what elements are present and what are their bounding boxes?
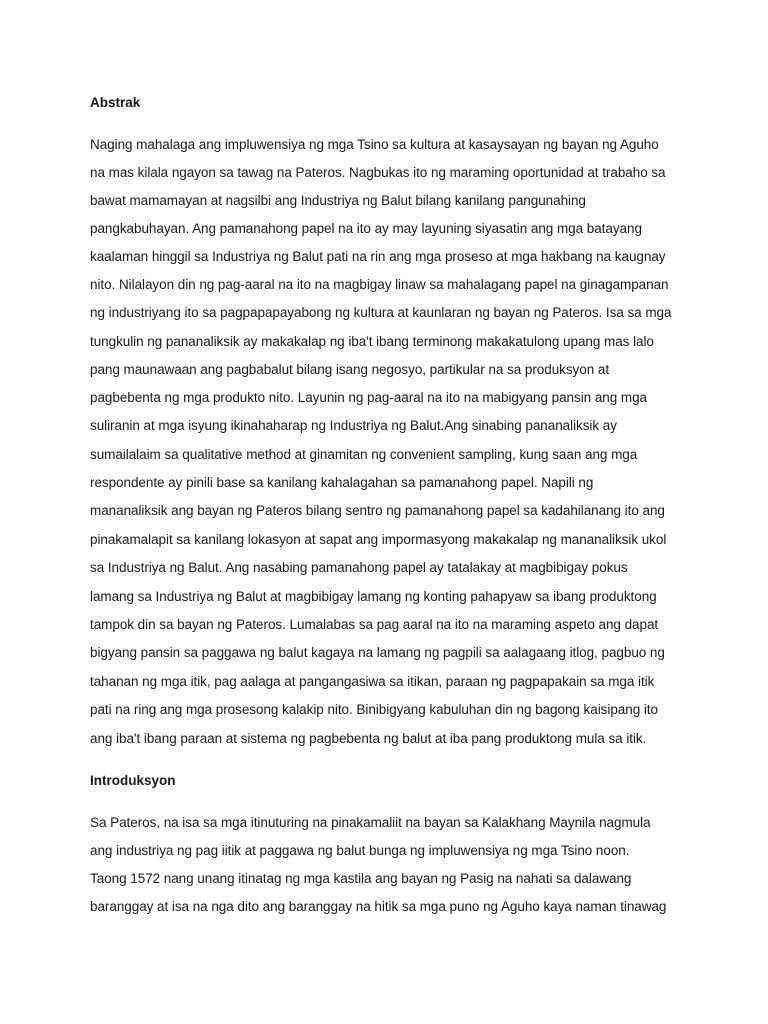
abstract-line: nito. Nilalayon din ng pag-aaral na ito na magbigay linaw sa mahalagang papel na ginagampanan [90, 277, 669, 292]
abstract-line: pati na ring ang mga prosesong kalakip nito. Binibigyang kabuluhan din ng bagong kaisipang ito [90, 702, 658, 717]
abstract-line: sumailalaim sa qualitative method at ginamitan ng convenient sampling, kung saan ang mga [90, 447, 638, 462]
abstract-line: lamang sa Industriya ng Balut at magbibigay lamang ng konting pahapyaw sa ibang produktong [90, 589, 657, 604]
abstract-line: ang iba't ibang paraan at sistema ng pagbebenta ng balut at iba pang produktong mula sa itik. [90, 731, 647, 746]
abstract-line: kaalaman hinggil sa Industriya ng Balut pati na rin ang mga proseso at mga hakbang na kaugnay [90, 249, 666, 264]
introduction-line: Sa Pateros, na isa sa mga itinuturing na pinakamaliit na bayan sa Kalakhang Maynila nagmula [90, 815, 651, 830]
abstract-line: tungkulin ng pananaliksik ay makakalap ng iba't ibang terminong makakatulong upang mas lalo [90, 334, 654, 349]
abstract-line: pang maunawaan ang pagbabalut bilang isang negosyo, partikular na sa produksyon at [90, 362, 610, 377]
abstract-line: tahanan ng mga itik, pag aalaga at pangangasiwa sa itikan, paraan ng pagpapakain sa mga itik [90, 674, 655, 689]
introduction-line: baranggay at isa na nga dito ang baranggay na hitik sa mga puno ng Aguho kaya naman tinawag [90, 899, 667, 914]
abstract-line: pinakamalapit sa kanilang lokasyon at sapat ang impormasyong makakalap ng mananaliksik ukol [90, 532, 667, 547]
abstract-line: bigyang pansin sa paggawa ng balut kagaya na lamang ng pagpili sa aalagaang itlog, pagbuo ng [90, 645, 665, 660]
abstract-line: suliranin at mga isyung ikinahaharap ng Industriya ng Balut.Ang sinabing pananaliksik ay [90, 418, 617, 433]
abstract-line: sa Industriya ng Balut. Ang nasabing pamanahong papel ay tatalakay at magbibigay pokus [90, 560, 628, 575]
abstract-heading: Abstrak [90, 95, 141, 110]
abstract-line: respondente ay pinili base sa kanilang kahalagahan sa pamanahong papel. Napili ng [90, 475, 594, 490]
abstract-line: tampok din sa bayan ng Pateros. Lumalabas sa pag aaral na ito na maraming aspeto ang dapat [90, 617, 659, 632]
abstract-line: pagbebenta ng mga produkto nito. Layunin ng pag-aaral na ito na mabigyang pansin ang mga [90, 390, 648, 405]
abstract-line: pangkabuhayan. Ang pamanahong papel na ito ay may layuning siyasatin ang mga batayang [90, 221, 642, 236]
abstract-line: Naging mahalaga ang impluwensiya ng mga Tsino sa kultura at kasaysayan ng bayan ng Aguho [90, 137, 659, 152]
introduction-heading: Introduksyon [90, 773, 176, 788]
abstract-line: bawat mamamayan at nagsilbi ang Industriya ng Balut bilang kanilang pangunahing [90, 193, 586, 208]
abstract-line: ng industriyang ito sa pagpapapayabong ng kultura at kaunlaran ng bayan ng Pateros. Isa sa mga [90, 305, 672, 320]
introduction-line: ang industriya ng pag iitik at paggawa ng balut bunga ng impluwensiya ng mga Tsino noon. [90, 843, 630, 858]
abstract-line: mananaliksik ang bayan ng Pateros bilang sentro ng pamanahong papel sa kadahilanang ito ang [90, 503, 665, 518]
abstract-line: na mas kilala ngayon sa tawag na Pateros. Nagbukas ito ng maraming oportunidad at trabaho sa [90, 165, 666, 180]
introduction-line: Taong 1572 nang unang itinatag ng mga kastila ang bayan ng Pasig na nahati sa dalawang [90, 871, 632, 886]
